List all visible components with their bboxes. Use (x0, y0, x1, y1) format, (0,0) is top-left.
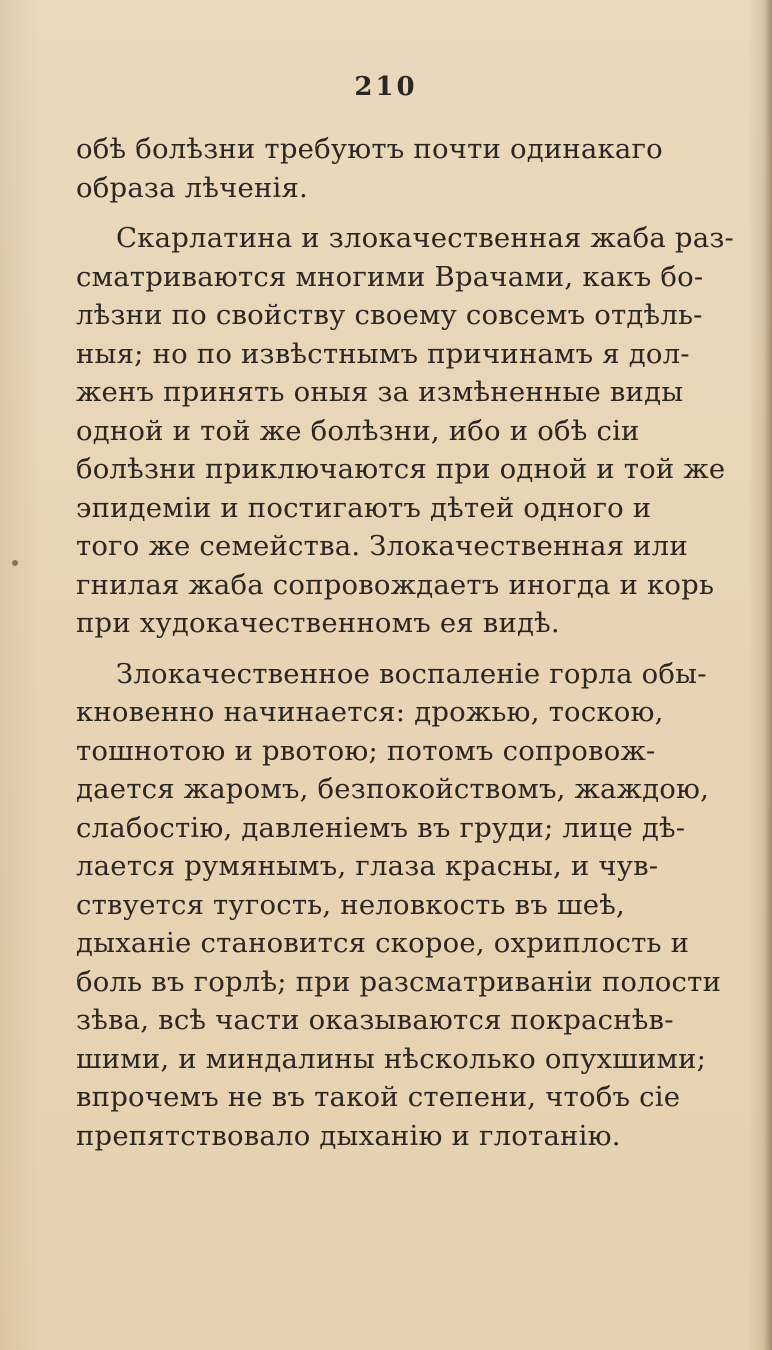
text-line: гнилая жаба сопровождаетъ иногда и корь (76, 568, 715, 601)
text-line: кновенно начинается: дрожью, тоскою, (76, 696, 664, 728)
text-line: дается жаромъ, безпокойствомъ, жаждою, (76, 773, 710, 805)
text-line: лѣзни по свойству своему совсемъ отдѣль- (76, 299, 703, 331)
text-line: Злокачественное воспаленіе горла обы- (116, 657, 707, 690)
text-line: обѣ болѣзни требуютъ почти одинакаго (76, 133, 663, 165)
body-text (76, 130, 766, 1155)
text-line: женъ принять оныя за измѣненные виды (76, 376, 684, 408)
text-line: сматриваются многими Врачами, какъ бо- (76, 260, 704, 293)
text-line: шими, и миндалины нѣсколько опухшими; (76, 1042, 707, 1075)
paragraph-gap (76, 643, 766, 655)
text-line: ствуется тугость, неловкость въ шеѣ, (76, 888, 625, 921)
text-line: препятствовало дыханію и глотанію. (76, 1119, 621, 1152)
text-line: лается румянымъ, глаза красны, и чув- (76, 850, 659, 882)
text-line: зѣва, всѣ части оказываются покраснѣв- (76, 1004, 674, 1036)
text-line: эпидеміи и постигаютъ дѣтей одного и (76, 491, 652, 524)
page-number: 210 (354, 72, 418, 102)
text-line: боль въ горлѣ; при разсматриваніи полости (76, 965, 722, 998)
text-line: одной и той же болѣзни, ибо и обѣ сіи (76, 414, 640, 447)
text-line: ныя; но по извѣстнымъ причинамъ я дол- (76, 337, 690, 370)
paragraph-gap (76, 207, 766, 219)
text-line: образа лѣченія. (76, 171, 308, 204)
text-line: Скарлатина и злокачественная жаба раз- (116, 222, 735, 254)
text-line: того же семейства. Злокачественная или (76, 530, 688, 562)
text-line: болѣзни приключаются при одной и той же (76, 453, 726, 485)
text-line: при худокачественномъ ея видѣ. (76, 607, 560, 639)
text-line: дыханіе становится скорое, охриплость и (76, 927, 690, 959)
text-line: слабостію, давленіемъ въ груди; лице дѣ- (76, 811, 686, 844)
ink-spot (12, 560, 18, 566)
text-line: впрочемъ не въ такой степени, чтобъ сіе (76, 1081, 681, 1113)
text-line: тошнотою и рвотою; потомъ сопровож- (76, 734, 656, 767)
